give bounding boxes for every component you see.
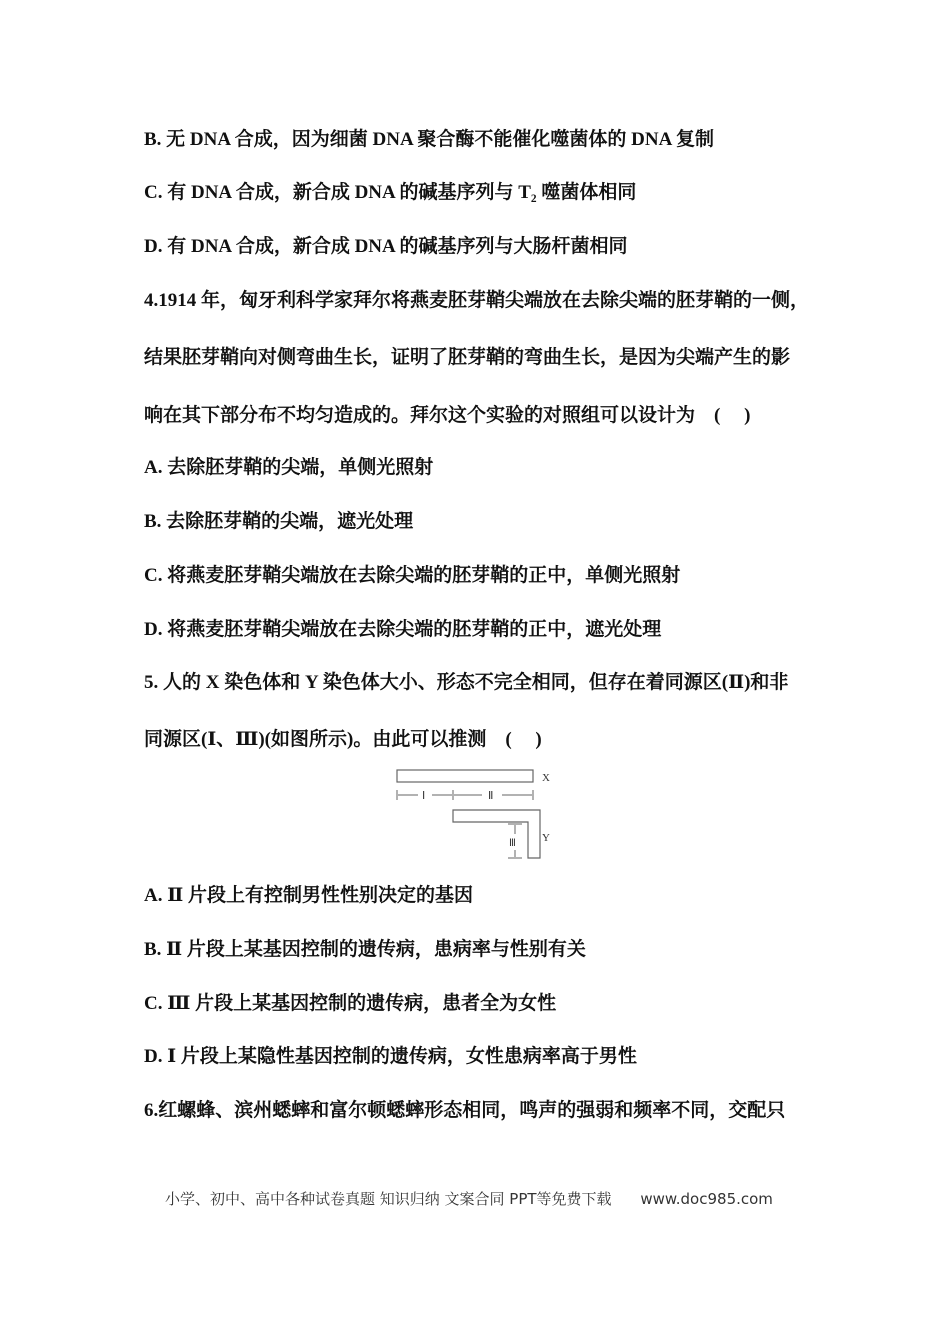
option-a-q4: A. 去除胚芽鞘的尖端，单侧光照射 xyxy=(144,457,434,478)
x-label: X xyxy=(542,772,550,784)
question-4-line-3: 响在其下部分布不均匀造成的。拜尔这个实验的对照组可以设计为 ( ) xyxy=(144,405,751,426)
option-c-q4: C. 将燕麦胚芽鞘尖端放在去除尖端的胚芽鞘的正中，单侧光照射 xyxy=(144,565,681,586)
y-label: Y xyxy=(542,832,550,844)
option-c-q5: C. Ⅲ 片段上某基因控制的遗传病，患者全为女性 xyxy=(144,993,557,1014)
option-d-q5: D. Ⅰ 片段上某隐性基因控制的遗传病，女性患病率高于男性 xyxy=(144,1046,637,1067)
option-b-q5: B. Ⅱ 片段上某基因控制的遗传病，患病率与性别有关 xyxy=(144,939,586,960)
region-1-label: Ⅰ xyxy=(422,790,426,802)
option-b-q4: B. 去除胚芽鞘的尖端，遮光处理 xyxy=(144,511,414,532)
option-d-q3: D. 有 DNA 合成，新合成 DNA 的碱基序列与大肠杆菌相同 xyxy=(144,236,628,257)
chromosome-diagram xyxy=(392,766,562,866)
option-d-q4: D. 将燕麦胚芽鞘尖端放在去除尖端的胚芽鞘的正中，遮光处理 xyxy=(144,619,662,640)
question-6-line-1: 6.红螺蜂、滨州蟋蟀和富尔顿蟋蟀形态相同，鸣声的强弱和频率不同，交配只 xyxy=(144,1100,786,1121)
question-5-line-1: 5. 人的 X 染色体和 Y 染色体大小、形态不完全相同，但存在着同源区(Ⅱ)和非 xyxy=(144,672,789,693)
question-4-line-2: 结果胚芽鞘向对侧弯曲生长，证明了胚芽鞘的弯曲生长，是因为尖端产生的影 xyxy=(144,347,791,368)
option-c-q3: C. 有 DNA 合成，新合成 DNA 的碱基序列与 T₂ 噬菌体相同 xyxy=(144,182,637,203)
option-b-q3: B. 无 DNA 合成，因为细菌 DNA 聚合酶不能催化噬菌体的 DNA 复制 xyxy=(144,129,715,150)
question-5-line-2: 同源区(Ⅰ、Ⅲ)(如图所示)。由此可以推测 ( ) xyxy=(144,729,542,750)
region-3-label: Ⅲ xyxy=(509,838,516,849)
region-2-label: Ⅱ xyxy=(488,790,494,802)
page-footer xyxy=(165,1188,773,1209)
y-chromosome-shape xyxy=(453,810,540,858)
question-4-line-1: 4.1914 年，匈牙利科学家拜尔将燕麦胚芽鞘尖端放在去除尖端的胚芽鞘的一侧， xyxy=(144,290,810,311)
option-a-q5: A. Ⅱ 片段上有控制男性性别决定的基因 xyxy=(144,885,473,906)
footer-url[interactable]: www.doc985.com xyxy=(640,1190,773,1208)
x-chromosome-bar xyxy=(397,770,533,782)
footer-text: 小学、初中、高中各种试卷真题 知识归纳 文案合同 PPT等免费下载 xyxy=(165,1190,612,1208)
